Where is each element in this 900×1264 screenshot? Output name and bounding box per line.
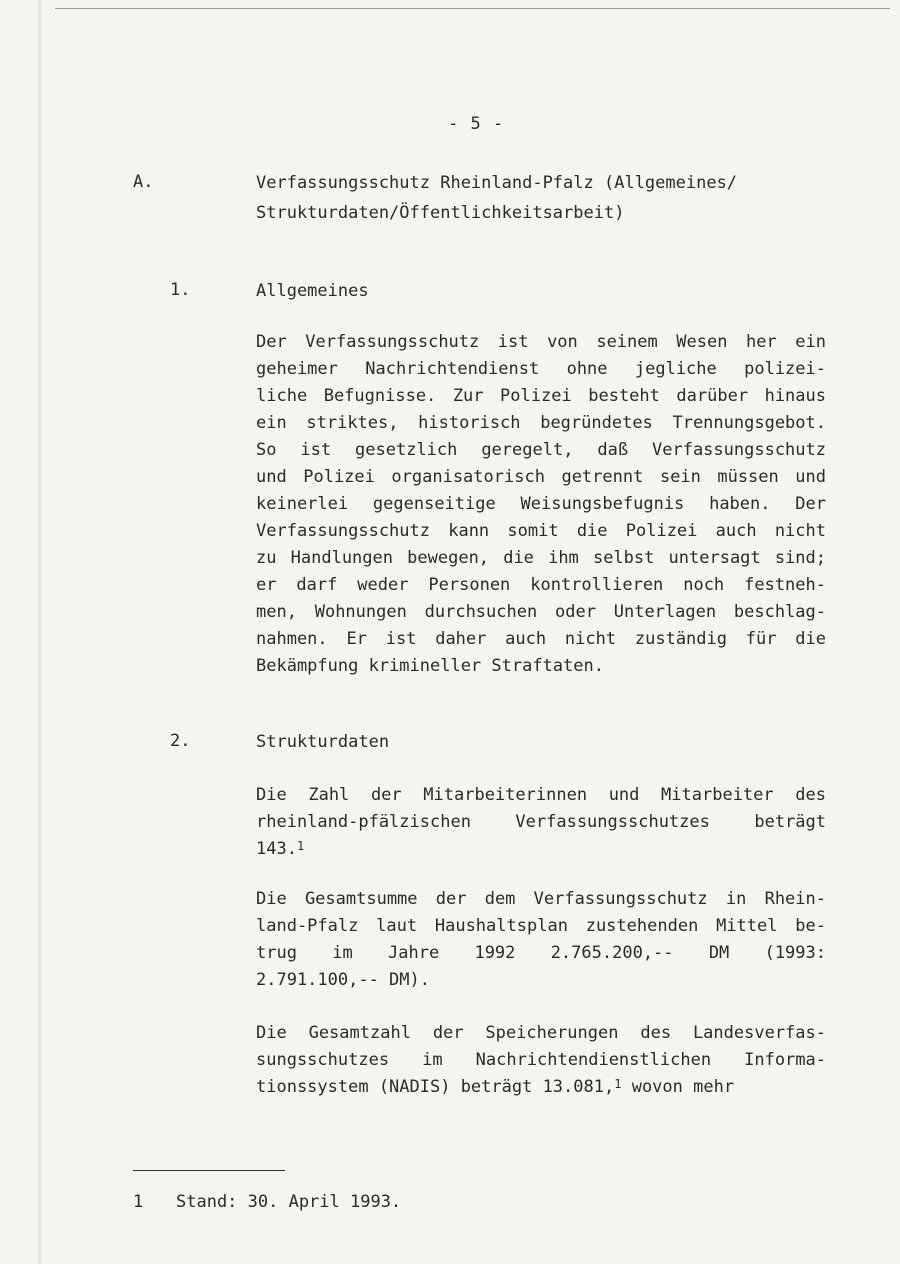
footnote-separator <box>133 1170 285 1171</box>
staff-line-1: Die Zahl der Mitarbeiterinnen und Mitarbeiter des <box>256 785 826 805</box>
general-line-11: men, Wohnungen durchsuchen oder Unterlagen beschlag- <box>256 602 826 622</box>
section-title-line-2: Strukturdaten/Öffentlichkeitsarbeit) <box>256 203 625 223</box>
budget-line-2: land-Pfalz laut Haushaltsplan zustehenden Mittel be- <box>256 916 826 936</box>
footnote-text: Stand: 30. April 1993. <box>176 1192 402 1212</box>
footnote-ref: 1 <box>296 839 305 853</box>
staff-line-2: rheinland-pfälzischen Verfassungsschutzes beträgt <box>256 812 826 832</box>
general-line-10: er darf weder Personen kontrollieren noch festneh- <box>256 575 826 595</box>
staff-count: 143. <box>256 839 297 859</box>
general-line-9: zu Handlungen bewegen, die ihm selbst untersagt sind; <box>256 548 826 568</box>
general-line-3: liche Befugnisse. Zur Polizei besteht darüber hinaus <box>256 386 826 406</box>
subsection-2-marker: 2. <box>170 731 191 751</box>
budget-line-1: Die Gesamtsumme der dem Verfassungsschutz in Rhein- <box>256 889 826 909</box>
staff-paragraph <box>256 782 826 863</box>
subsection-1-marker: 1. <box>170 280 191 300</box>
nadis-line-2: sungsschutzes im Nachrichtendienstlichen Informa- <box>256 1050 826 1070</box>
nadis-paragraph <box>256 1020 826 1101</box>
staff-line-3 <box>256 836 826 863</box>
general-line-5: So ist gesetzlich geregelt, daß Verfassungsschutz <box>256 440 826 460</box>
subsection-1-title: Allgemeines <box>256 281 369 301</box>
nadis-line-3-start: tionssystem (NADIS) beträgt 13.081, <box>256 1077 615 1097</box>
budget-line-3: trug im Jahre 1992 2.765.200,-- DM (1993: <box>256 943 826 963</box>
nadis-line-1: Die Gesamtzahl der Speicherungen des Landesverfas- <box>256 1023 826 1043</box>
scan-left-edge <box>38 0 42 1264</box>
general-line-13: Bekämpfung krimineller Straftaten. <box>256 656 604 676</box>
general-line-1: Der Verfassungsschutz ist von seinem Wesen her ein <box>256 332 826 352</box>
subsection-2-title: Strukturdaten <box>256 732 390 752</box>
general-line-7: keinerlei gegenseitige Weisungsbefugnis haben. Der <box>256 494 826 514</box>
general-line-2: geheimer Nachrichtendienst ohne jegliche polizei- <box>256 359 826 379</box>
general-line-6: und Polizei organisatorisch getrennt sein müssen und <box>256 467 826 487</box>
general-line-8: Verfassungsschutz kann somit die Polizei auch nicht <box>256 521 826 541</box>
section-marker: A. <box>133 172 154 192</box>
nadis-line-3-end: wovon mehr <box>621 1077 735 1097</box>
budget-paragraph <box>256 886 826 994</box>
scan-border-line <box>55 8 890 9</box>
subsection-1-paragraph <box>256 329 826 680</box>
section-title-line-1: Verfassungsschutz Rheinland-Pfalz (Allgemeines/ <box>256 173 738 193</box>
footnote-ref: 1 <box>614 1077 622 1091</box>
budget-line-4: 2.791.100,-- DM). <box>256 970 430 990</box>
footnote-number: 1 <box>133 1192 144 1212</box>
section-title <box>256 168 826 228</box>
page-number: - 5 - <box>448 114 505 134</box>
nadis-line-3 <box>256 1074 826 1101</box>
general-line-4: ein striktes, historisch begründetes Trennungsgebot. <box>256 413 826 433</box>
general-line-12: nahmen. Er ist daher auch nicht zuständig für die <box>256 629 826 649</box>
